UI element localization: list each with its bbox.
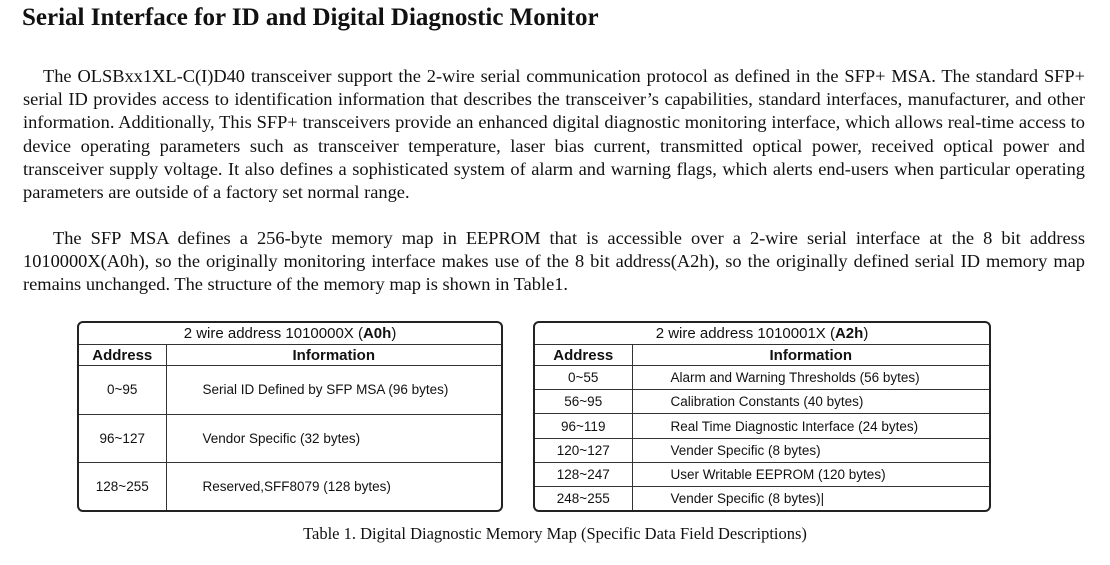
a2h-information-cell: Calibration Constants (40 bytes) (632, 390, 989, 414)
table-caption: Table 1. Digital Diagnostic Memory Map (Specific Data Field Descriptions) (303, 524, 807, 543)
a2h-address-cell: 56~95 (535, 390, 632, 414)
table-row (535, 414, 989, 438)
memory-map-paragraph: The SFP MSA defines a 256-byte memory map in EEPROM that is accessible over a 2-wire serial interface at the 8 bit address 1010000X(A0h), so the originally monitoring interface makes use of the 8 bit address(A2h), so the originally defined serial ID memory map remains unchanged. The structure of the memory map is shown in Table1. (23, 228, 1085, 295)
a2h-address-cell: 0~55 (535, 366, 632, 390)
intro-paragraph: The OLSBxx1XL-C(I)D40 transceiver support the 2-wire serial communication protocol as defined in the SFP+ MSA. The standard SFP+ serial ID provides access to identification information that describes the transceiver’s capabilities, standard interfaces, manufacturer, and other information. Additionally, This SFP+ transceivers provide an enhanced digital diagnostic monitoring interface, which allows real-time access to device operating parameters such as transceiver temperature, laser bias current, transmitted optical power, received optical power and transceiver supply voltage. It also defines a sophisticated system of alarm and warning flags, which alerts end-users when particular operating parameters are outside of a factory set normal range. (23, 66, 1085, 203)
table-row (535, 487, 989, 510)
a0h-address-cell: 128~255 (79, 463, 166, 510)
table-row (79, 463, 501, 510)
a2h-address-cell: 96~119 (535, 414, 632, 438)
a2h-information-cell: Alarm and Warning Thresholds (56 bytes) (632, 366, 989, 390)
a2h-information-cell: Vender Specific (8 bytes) (632, 438, 989, 462)
memory-map-a0h-table (77, 321, 503, 512)
table-row (79, 414, 501, 463)
a2h-col-address: Address (535, 345, 632, 366)
table-row (535, 390, 989, 414)
memory-map-a2h-table (533, 321, 991, 512)
a0h-col-address: Address (79, 345, 166, 366)
a2h-col-information: Information (632, 345, 989, 366)
a2h-address-cell: 128~247 (535, 462, 632, 486)
a0h-address-cell: 96~127 (79, 414, 166, 463)
table-row (79, 366, 501, 415)
a2h-information-cell: Real Time Diagnostic Interface (24 bytes) (632, 414, 989, 438)
a0h-information-cell: Serial ID Defined by SFP MSA (96 bytes) (166, 366, 501, 415)
table-row (535, 438, 989, 462)
a0h-information-cell: Vendor Specific (32 bytes) (166, 414, 501, 463)
a2h-address-header: 2 wire address 1010001X (A2h) (535, 323, 989, 345)
page-title: Serial Interface for ID and Digital Diagnostic Monitor (22, 4, 599, 31)
a0h-code: A0h (362, 325, 392, 342)
a2h-information-cell: User Writable EEPROM (120 bytes) (632, 462, 989, 486)
a0h-address-header: 2 wire address 1010000X (A0h) (79, 323, 501, 345)
a0h-col-information: Information (166, 345, 501, 366)
table-row (535, 366, 989, 390)
a2h-address-cell: 248~255 (535, 487, 632, 510)
table-row (535, 462, 989, 486)
a2h-information-cell: Vender Specific (8 bytes)| (670, 491, 825, 506)
a0h-information-cell: Reserved,SFF8079 (128 bytes) (202, 479, 391, 495)
a2h-address-cell: 120~127 (535, 438, 632, 462)
a0h-address-cell: 0~95 (79, 366, 166, 415)
a2h-code: A2h (834, 325, 864, 342)
